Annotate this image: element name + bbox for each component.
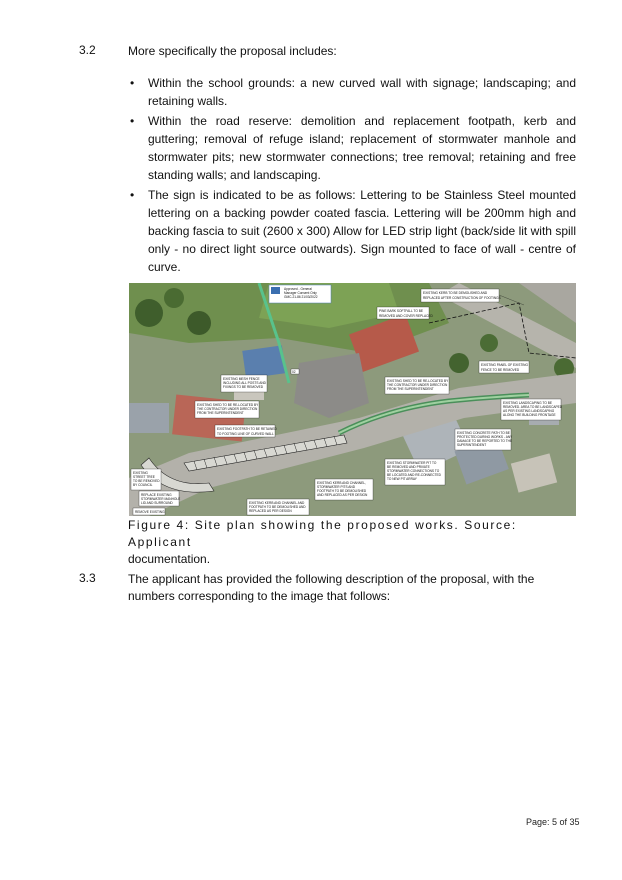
callout-line: FROM THE SUPERINTENDENT: [387, 387, 434, 391]
callout-line: REPLACED AFTER CONSTRUCTION OF FOOTINGS: [423, 296, 501, 300]
bullet-item-sign: [128, 186, 576, 276]
callout-line: REPLACED AS PER DESIGN: [249, 509, 292, 513]
callout-line: EXISTING: [133, 471, 148, 475]
callout-line: EXISTING PANEL OF EXISTING: [481, 363, 528, 367]
callout-line: FOOTPATH TO BE DEMOLISHED AND: [249, 505, 306, 509]
callout-line: AND REPLACED AS PER DESIGN: [317, 493, 368, 497]
proposal-bullet-list: [128, 74, 576, 278]
callout-line: ALONG THE BUILDING FRONTAGE: [503, 413, 556, 417]
callout-line: EXISTING KERB AND CHANNEL AND: [249, 501, 305, 505]
callout-box: [315, 479, 373, 500]
callout-line: THE CONTRACTOR UNDER DIRECTION: [387, 383, 448, 387]
callout-line: INCLUDING ALL POSTS AND: [223, 381, 266, 385]
callout-line: EXISTING LANDSCAPING TO BE: [503, 401, 552, 405]
page-number: Page: 5 of 35: [526, 817, 580, 827]
callout-line: EXISTING CONCRETE PATH TO BE: [457, 431, 510, 435]
callout-line: FOOTPATH TO BE DEMOLISHED: [317, 489, 367, 493]
callout-line: BE REMOVED AND PRIVATE: [387, 465, 430, 469]
section-number-3-2: 3.2: [79, 43, 96, 57]
callout-box: [377, 307, 434, 319]
callout-line: THE CONTRACTOR UNDER DIRECTION: [197, 407, 258, 411]
approval-stamp: [269, 285, 331, 303]
callout-line: REMOVED AND COVER REPLACED: [379, 314, 433, 318]
callout-box: [247, 499, 309, 515]
figure-caption: [128, 517, 576, 568]
section-3-3-text: [128, 571, 576, 605]
callout-line: REMOVE EXISTING: [135, 510, 165, 514]
callout-line: SUPERINTENDENT: [457, 443, 487, 447]
callout-line: EXISTING MESH FENCE: [223, 377, 260, 381]
callout-box: [455, 429, 513, 450]
section-3-3-line-2: numbers corresponding to the image that follows:: [128, 589, 391, 603]
callout-box: [133, 508, 165, 515]
section-3-2-intro: More specifically the proposal includes:: [128, 44, 337, 58]
section-number-3-3: 3.3: [79, 571, 96, 585]
callout-line: STORMWATER PITS AND: [317, 485, 356, 489]
callout-line: EXISTING SHED TO BE RE-LOCATED BY: [197, 403, 259, 407]
stamp-line-3: GMC-21-86 21/03/2022: [284, 295, 318, 299]
bullet-text: Within the school grounds: a new curved wall with signage; landscaping; and retaining walls.: [148, 76, 576, 108]
bullet-text: Within the road reserve: demolition and replacement footpath, kerb and guttering; removal of refuge island; replacement of stormwater manhole and stormwater pits; new stormwater connections; tree removal; retaining and free standing walls; and landscaping.: [148, 114, 576, 182]
stamp-line-1: Approved - General: [284, 287, 312, 291]
callout-line: EXISTING KERB TO BE DEMOLISHED AND: [423, 291, 488, 295]
bullet-item-road-reserve: [128, 112, 576, 184]
callout-box: [139, 491, 180, 506]
callout-line: LID AND SURROUND: [141, 501, 173, 505]
callout-line: EXISTING FOOTPATH TO BE RETAINED: [217, 427, 277, 431]
bullet-symbol: •: [130, 188, 135, 202]
figure-caption-line-1: Figure 4: Site plan showing the proposed works. Source: Applicant: [128, 518, 517, 549]
callout-line: PROTECTED DURING WORKS - ANY: [457, 435, 513, 439]
callout-box: [385, 459, 445, 485]
callout-line: EXISTING STORMWATER PIT TO: [387, 461, 437, 465]
section-3-3-line-1: The applicant has provided the following description of the proposal, with the: [128, 572, 535, 586]
callout-box: [479, 361, 529, 373]
callout-line: FROM THE SUPERINTENDENT: [197, 411, 244, 415]
callout-box: [221, 375, 267, 392]
callout-line: REMOVED. AREA TO BE LANDSCAPED: [503, 405, 563, 409]
callout-line: DAMAGE TO BE REPORTED TO THE: [457, 439, 513, 443]
callout-line: FENCE TO BE REMOVED: [481, 368, 520, 372]
stamp-line-2: Manager Consent Only: [284, 291, 317, 295]
callout-line: TO FOOTING LINE OF CURVED WALL: [217, 432, 274, 436]
callout-line: STORMWATER CONNECTIONS TO: [387, 469, 440, 473]
bullet-symbol: •: [130, 76, 135, 90]
callout-line: BY COUNCIL: [133, 483, 153, 487]
bullet-symbol: •: [130, 114, 135, 128]
callout-box: [385, 377, 449, 394]
callout-line: STORMWATER MANHOLE: [141, 497, 181, 501]
callout-line: TO NEW PIT ARRAY: [387, 477, 417, 481]
callout-line: BE LOCATED AND RE-CONNECTED: [387, 473, 441, 477]
callout-line: STREET TREE: [133, 475, 155, 479]
bullet-item-school-grounds: [128, 74, 576, 110]
callout-box: [501, 399, 563, 420]
callout-line: AS PER EXISTING LANDSCAPING: [503, 409, 555, 413]
callout-line: EXISTING SHED TO BE RE-LOCATED BY: [387, 379, 449, 383]
callout-line: TO BE REMOVED: [133, 479, 160, 483]
bullet-text: The sign is indicated to be as follows: Lettering to be Stainless Steel mounted lettering on a backing powder coated fascia. Lettering will be 200mm high and backing fascia to suit (2600 x 300) Allow for LED strip light (back/side lit with spill only - no direct light source outwards). Sign mounted to face of wall - centre of curve.: [148, 188, 576, 274]
callout-line: PINE BARK SOFTFALL TO BE: [379, 309, 424, 313]
site-plan-aerial-image: [129, 283, 576, 516]
callout-line: REPLACE EXISTING: [141, 493, 172, 497]
callout-line: EXISTING KERB AND CHANNEL,: [317, 481, 366, 485]
callout-box: [131, 469, 161, 490]
callout-line: FIXINGS TO BE REMOVED: [223, 385, 264, 389]
marker-label: 02: [292, 370, 296, 374]
callout-box: [215, 425, 277, 437]
callout-box: [195, 401, 259, 418]
figure-caption-line-2: documentation.: [128, 552, 211, 566]
